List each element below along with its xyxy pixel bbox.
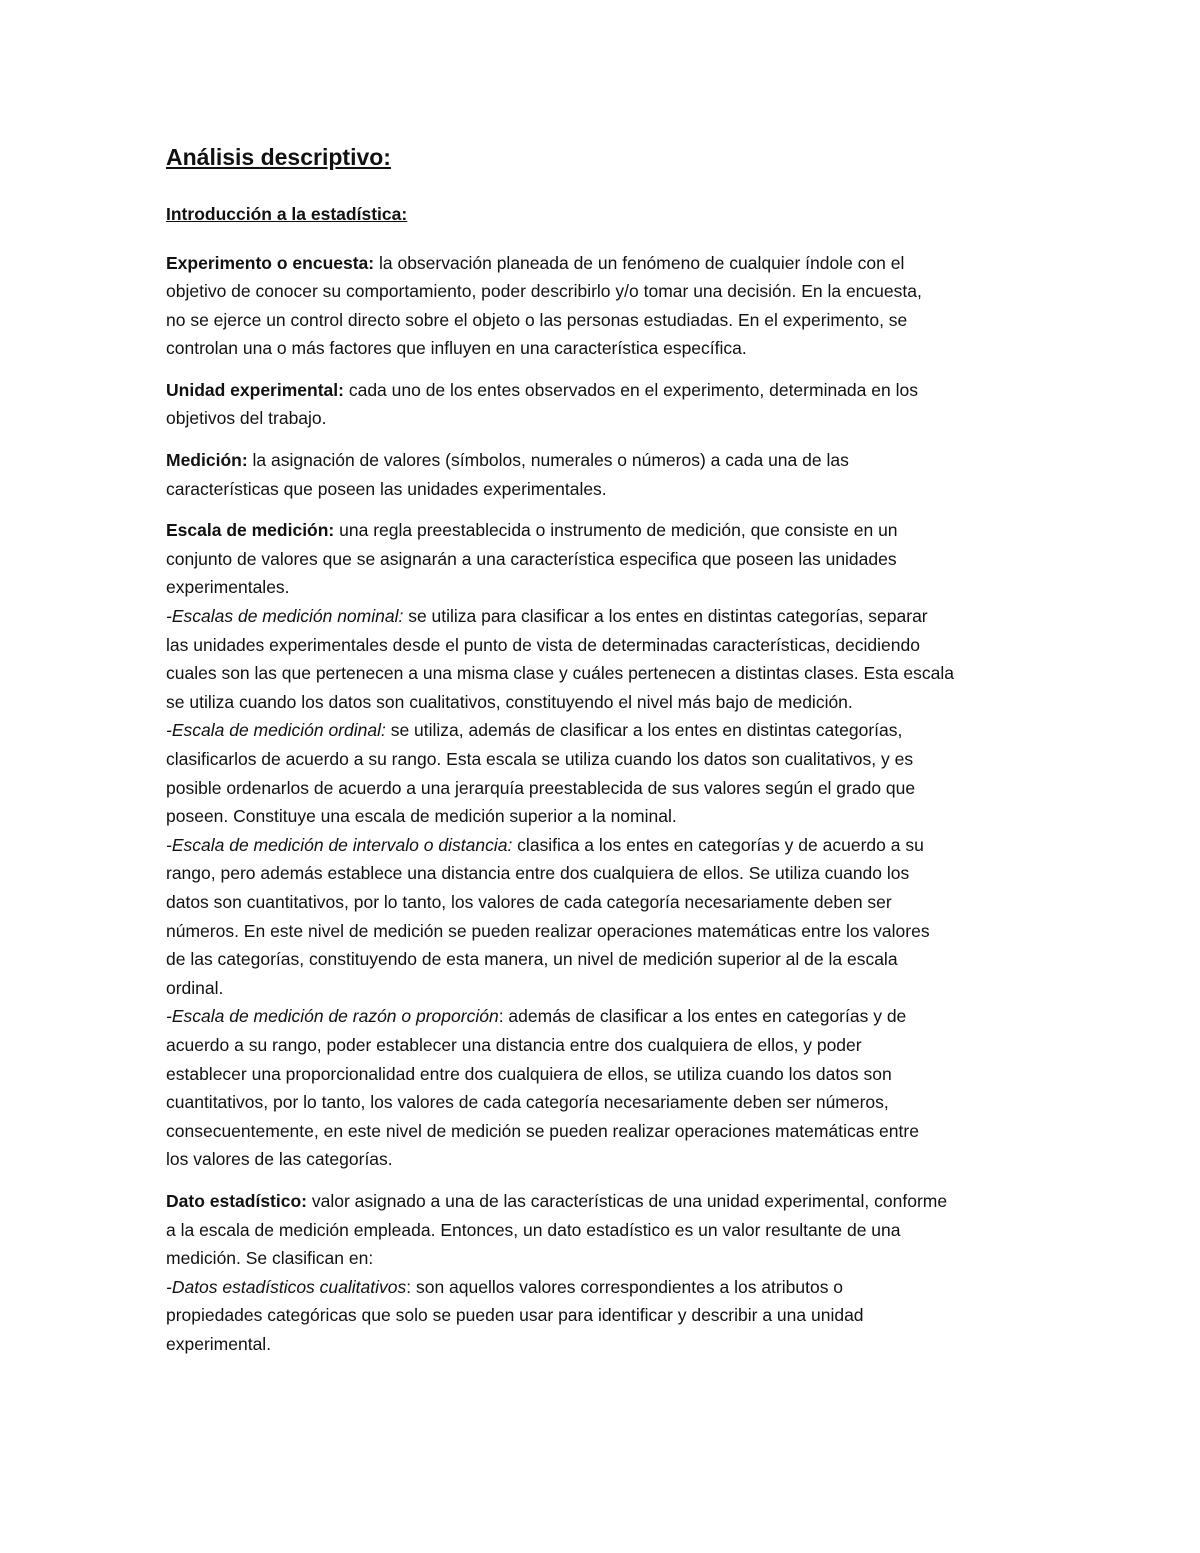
text-line [166, 376, 1036, 405]
text-line: rango, pero además establece una distancia entre dos cualquiera de ellos. Se utiliza cuando los [166, 863, 910, 884]
text-line [166, 516, 1036, 545]
paragraph-dato-estadistico [166, 1187, 1036, 1359]
text-span: : además de clasificar a los entes en categorías y de [498, 1006, 907, 1027]
term-medicion: Medición: [166, 450, 248, 471]
text-line: ordinal. [166, 977, 224, 998]
text-line: controlan una o más factores que influyen en una característica específica. [166, 338, 747, 359]
text-line [166, 831, 1036, 860]
text-line: establecer una proporcionalidad entre dos cualquiera de ellos, se utiliza cuando los datos son [166, 1063, 892, 1084]
text-line [166, 1002, 1036, 1031]
text-line [166, 446, 1036, 475]
text-line: características que poseen las unidades experimentales. [166, 478, 607, 499]
text-line: números. En este nivel de medición se pueden realizar operaciones matemáticas entre los valores [166, 920, 930, 941]
paragraph-unidad-experimental [166, 376, 1036, 433]
text-span: clasifica a los entes en categorías y de acuerdo a su [512, 834, 924, 855]
text-line [166, 716, 1036, 745]
text-line [166, 1187, 1036, 1216]
text-line: propiedades categóricas que solo se pueden usar para identificar y describir a una unidad [166, 1305, 864, 1326]
text-span: la observación planeada de un fenómeno de cualquier índole con el [374, 252, 905, 273]
text-span: se utiliza para clasificar a los entes en distintas categorías, separar [403, 606, 928, 627]
text-span: cada uno de los entes observados en el experimento, determinada en los [343, 379, 918, 400]
text-span: : son aquellos valores correspondientes a los atributos o [406, 1276, 844, 1297]
term-escala-nominal: -Escalas de medición nominal: [166, 606, 404, 627]
text-line: clasificarlos de acuerdo a su rango. Esta escala se utiliza cuando los datos son cualitativos, y es [166, 749, 914, 769]
text-line [166, 249, 1036, 278]
document-title: Análisis descriptivo: [166, 144, 391, 170]
text-span: valor asignado a una de las características de una unidad experimental, conforme [307, 1190, 948, 1211]
section-subtitle: Introducción a la estadística: [166, 204, 408, 224]
term-escala-razon: -Escala de medición de razón o proporción [166, 1006, 499, 1027]
term-escala-intervalo: -Escala de medición de intervalo o distancia: [166, 834, 513, 855]
term-dato-estadistico: Dato estadístico: [166, 1190, 307, 1211]
text-line: los valores de las categorías. [166, 1149, 393, 1170]
text-span: se utiliza, además de clasificar a los entes en distintas categorías, [385, 720, 903, 741]
text-line: objetivos del trabajo. [166, 408, 327, 429]
text-line: de las categorías, constituyendo de esta manera, un nivel de medición superior al de la escala [166, 949, 898, 970]
term-escala-medicion: Escala de medición: [166, 520, 335, 541]
term-unidad-experimental: Unidad experimental: [166, 379, 344, 400]
text-line: datos son cuantitativos, por lo tanto, los valores de cada categoría necesariamente deben ser [166, 891, 892, 912]
text-line [166, 602, 1036, 631]
text-line: objetivo de conocer su comportamiento, poder describirlo y/o tomar una decisión. En la encuesta, [166, 281, 922, 302]
text-line: poseen. Constituye una escala de medición superior a la nominal. [166, 806, 677, 827]
paragraph-experimento [166, 249, 1036, 363]
term-datos-cualitativos: -Datos estadísticos cualitativos [166, 1276, 407, 1297]
text-line: posible ordenarlos de acuerdo a una jerarquía preestablecida de sus valores según el grado que [166, 777, 916, 798]
paragraph-escala-medicion [166, 516, 1036, 1174]
text-line: a la escala de medición empleada. Entonces, un dato estadístico es un valor resultante de una [166, 1219, 901, 1240]
text-line: consecuentemente, en este nivel de medición se pueden realizar operaciones matemáticas entre [166, 1120, 919, 1141]
text-line: no se ejerce un control directo sobre el objeto o las personas estudiadas. En el experimento, se [166, 309, 908, 330]
text-line: cuales son las que pertenecen a una misma clase y cuáles pertenecen a distintas clases. Esta escala [166, 663, 954, 684]
term-experimento: Experimento o encuesta: [166, 252, 375, 273]
text-line: acuerdo a su rango, poder establecer una distancia entre dos cualquiera de ellos, y poder [166, 1034, 862, 1055]
document-page [166, 138, 1036, 1371]
term-escala-ordinal: -Escala de medición ordinal: [166, 720, 386, 741]
text-span: una regla preestablecida o instrumento de medición, que consiste en un [334, 520, 898, 541]
text-line [166, 1273, 1036, 1302]
text-line: experimental. [166, 1333, 272, 1354]
text-span: la asignación de valores (símbolos, numerales o números) a cada una de las [247, 450, 849, 471]
text-line: conjunto de valores que se asignarán a una característica especifica que poseen las unidades [166, 548, 897, 569]
text-line: medición. Se clasifican en: [166, 1248, 374, 1269]
text-line: se utiliza cuando los datos son cualitativos, constituyendo el nivel más bajo de medición. [166, 691, 853, 712]
text-line: experimentales. [166, 577, 290, 598]
text-line: las unidades experimentales desde el punto de vista de determinadas características, decidiendo [166, 634, 920, 655]
paragraph-medicion [166, 446, 1036, 503]
text-line: cuantitativos, por lo tanto, los valores de cada categoría necesariamente deben ser números, [166, 1092, 889, 1113]
